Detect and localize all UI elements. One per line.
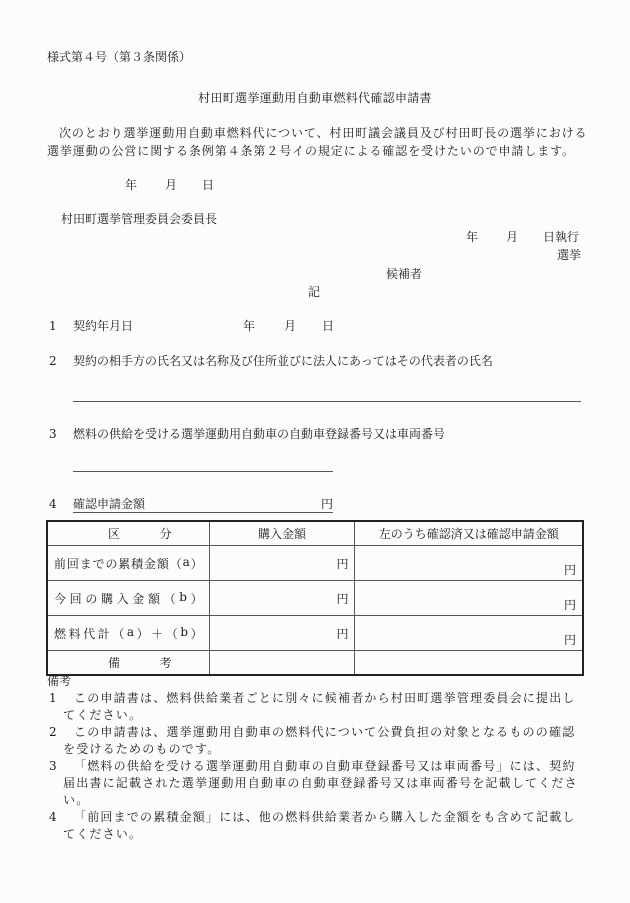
- document-title: 村田町選挙運動用自動車燃料代確認申請書: [198, 91, 432, 105]
- header-purchase: 購入金額: [209, 521, 355, 546]
- header-confirmed: 左のうち確認済又は確認申請金額: [355, 521, 583, 546]
- item-2-label: 契約の相手方の氏名又は名称及び住所並びに法人にあってはその代表者の氏名: [73, 354, 493, 368]
- label-char: ）: [190, 626, 203, 641]
- row-label: [47, 546, 209, 581]
- intro-paragraph: 次のとおり選挙運動用自動車燃料代について、村田町議会議員及び村田町長の選挙における選挙運動の公営に関する条例第４条第２号イの規定による確認を受けたいので申請します。: [47, 126, 588, 158]
- execution-month[interactable]: 月: [506, 230, 519, 244]
- item-3-number: 3: [49, 427, 57, 441]
- item-1-label: 契約年月日: [73, 319, 134, 333]
- item-4-label: 確認申請金額: [73, 497, 146, 511]
- remarks-label-a: 備: [108, 656, 121, 670]
- label-char: ）: [190, 591, 203, 606]
- notes-section: [47, 673, 587, 843]
- header-category-a: 区: [108, 527, 121, 541]
- label-char: b: [179, 589, 187, 604]
- label-char: の: [105, 556, 118, 571]
- confirmed-amount-cell[interactable]: [355, 581, 583, 616]
- item-3-label: 燃料の供給を受ける選挙運動用自動車の自動車登録番号又は車両番号: [73, 427, 446, 441]
- row-label: [47, 581, 209, 616]
- label-char: 入: [116, 591, 129, 606]
- remarks-label-b: 考: [159, 656, 172, 670]
- remarks-label: [47, 651, 209, 676]
- label-char: ）: [190, 556, 203, 571]
- label-char: 料: [68, 626, 81, 641]
- label-char: （: [163, 591, 176, 606]
- purchase-amount-cell[interactable]: [209, 546, 355, 581]
- note-number: 3: [49, 759, 58, 773]
- label-char: 金: [132, 591, 145, 606]
- yen-unit: 円: [563, 598, 576, 612]
- label-char: a: [182, 554, 190, 569]
- item-2-number: 2: [49, 354, 57, 368]
- yen-unit: 円: [336, 626, 349, 641]
- note-text: この申請書は、燃料供給業者ごとに別々に候補者から村田町選挙管理委員会に提出してください。: [63, 691, 576, 722]
- confirmed-amount-cell[interactable]: [355, 546, 583, 581]
- contract-year[interactable]: 年: [243, 319, 256, 333]
- candidate-label: 候補者: [386, 267, 423, 281]
- vehicle-number-input-line[interactable]: [73, 471, 333, 472]
- note-item: [47, 809, 587, 843]
- label-char: 積: [131, 556, 144, 571]
- application-date-month[interactable]: 月: [165, 178, 178, 192]
- label-char: ま: [79, 556, 92, 571]
- table-row: [47, 546, 583, 581]
- note-item: [47, 758, 587, 809]
- execution-day-executed[interactable]: 日執行: [543, 230, 580, 244]
- label-char: 代: [83, 626, 96, 641]
- form-number: 様式第４号（第３条関係）: [47, 50, 192, 64]
- label-char: 額: [156, 556, 169, 571]
- note-text: 「燃料の供給を受ける選挙運動用自動車の自動車登録番号又は車両番号」には、契約届出書に記載された選挙運動用自動車の自動車登録番号又は車両番号を記載してください。: [63, 759, 578, 807]
- yen-unit: 円: [336, 556, 349, 571]
- note-text: この申請書は、選挙運動用自動車の燃料代について公費負担の対象となるものの確認を受けるためのものです。: [63, 725, 576, 756]
- label-char: a: [126, 624, 135, 639]
- label-char: 今: [54, 591, 67, 606]
- label-char: ）: [136, 626, 149, 641]
- header-category-b: 分: [159, 527, 172, 541]
- label-char: （: [165, 626, 178, 641]
- contractor-name-input-line[interactable]: [73, 401, 581, 402]
- purchase-amount-cell[interactable]: [209, 581, 355, 616]
- item-1-number: 1: [49, 319, 57, 333]
- addressee: 村田町選挙管理委員会委員長: [61, 212, 218, 226]
- application-date-day[interactable]: 日: [202, 178, 215, 192]
- label-char: 累: [118, 556, 131, 571]
- note-item: [47, 724, 587, 758]
- note-number: 1: [49, 691, 58, 705]
- yen-unit: 円: [563, 563, 576, 577]
- label-char: 前: [54, 556, 67, 571]
- requested-amount-input-line[interactable]: [73, 512, 333, 513]
- label-char: 額: [147, 591, 160, 606]
- notes-heading: 備考: [47, 674, 72, 688]
- label-char: 金: [144, 556, 157, 571]
- table-header-row: [47, 521, 583, 546]
- remarks-confirmed-cell[interactable]: [355, 651, 583, 676]
- label-char: 回: [69, 591, 82, 606]
- label-char: （: [169, 556, 182, 571]
- table-row: [47, 616, 583, 651]
- label-char: b: [180, 624, 189, 639]
- row-label: [47, 616, 209, 651]
- execution-year[interactable]: 年: [466, 230, 479, 244]
- election-label: 選挙: [556, 248, 581, 262]
- label-char: の: [85, 591, 98, 606]
- note-item: [47, 690, 587, 724]
- amounts-table: [46, 520, 584, 676]
- label-char: （: [112, 626, 125, 641]
- header-category: [47, 521, 209, 546]
- remarks-purchase-cell[interactable]: [209, 651, 355, 676]
- contract-day[interactable]: 日: [322, 319, 335, 333]
- label-char: 購: [100, 591, 113, 606]
- confirmed-amount-cell[interactable]: [355, 616, 583, 651]
- contract-month[interactable]: 月: [284, 319, 297, 333]
- remarks-row: [47, 651, 583, 676]
- label-char: で: [92, 556, 105, 571]
- ki-marker: 記: [308, 285, 321, 299]
- table-row: [47, 581, 583, 616]
- yen-unit: 円: [563, 633, 576, 647]
- label-char: 回: [66, 556, 79, 571]
- label-char: 計: [97, 626, 110, 641]
- note-number: 2: [49, 725, 58, 739]
- label-char: 燃: [54, 626, 67, 641]
- note-text: 「前回までの累積金額」には、他の燃料供給業者から購入した金額をも含めて記載してください。: [63, 810, 576, 841]
- application-date-year[interactable]: 年: [125, 178, 138, 192]
- note-number: 4: [49, 810, 58, 824]
- yen-unit: 円: [336, 591, 349, 606]
- label-char: ＋: [151, 626, 164, 641]
- purchase-amount-cell[interactable]: [209, 616, 355, 651]
- item-4-number: 4: [49, 497, 57, 511]
- item-4-unit: 円: [321, 497, 334, 511]
